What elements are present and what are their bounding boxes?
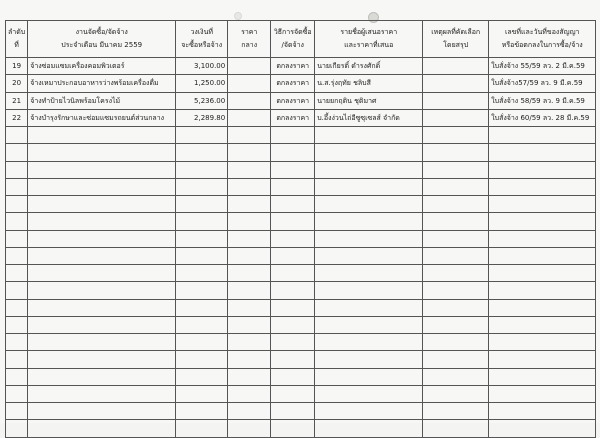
header-no-line: ลำดับ [8, 28, 26, 36]
header-contract-line: หรือข้อตกลงในการซื้อ/จ้าง [501, 41, 583, 49]
empty-table-row [6, 282, 596, 299]
cell-item [28, 403, 176, 420]
empty-table-row [6, 334, 596, 351]
header-vendor [315, 21, 423, 58]
cell-amount: 3,100.00 [176, 58, 228, 75]
header-amount-line: วงเงินที่ [190, 28, 213, 36]
cell-vendor [315, 144, 423, 161]
header-method-line: วิธีการจัดซื้อ [273, 28, 312, 36]
cell-contract [489, 230, 596, 247]
cell-no [6, 385, 28, 402]
cell-item [28, 230, 176, 247]
header-contract-line: เลขที่และวันที่ของสัญญา [504, 28, 580, 36]
cell-amount [176, 420, 228, 437]
cell-no [6, 334, 28, 351]
empty-table-row [6, 127, 596, 144]
empty-table-row [6, 265, 596, 282]
cell-vendor [315, 351, 423, 368]
cell-amount [176, 403, 228, 420]
cell-amount [176, 385, 228, 402]
cell-amount [176, 368, 228, 385]
cell-no [6, 247, 28, 264]
cell-contract [489, 247, 596, 264]
cell-contract [489, 178, 596, 195]
cell-reason [423, 247, 489, 264]
cell-no: 19 [6, 58, 28, 75]
cell-vendor [315, 385, 423, 402]
cell-item: จ้างบำรุงรักษาและซ่อมแซมรถยนต์ส่วนกลาง [28, 109, 176, 126]
cell-no [6, 178, 28, 195]
cell-contract [489, 299, 596, 316]
cell-median [228, 144, 271, 161]
empty-table-row [6, 316, 596, 333]
cell-no [6, 144, 28, 161]
cell-method [271, 420, 315, 437]
cell-contract [489, 420, 596, 437]
cell-vendor [315, 265, 423, 282]
cell-reason [423, 92, 489, 109]
cell-amount [176, 334, 228, 351]
cell-median [228, 127, 271, 144]
cell-contract [489, 213, 596, 230]
cell-method: ตกลงราคา [271, 58, 315, 75]
header-amount-line: จะซื้อหรือจ้าง [181, 41, 223, 49]
header-median [228, 21, 271, 58]
cell-method [271, 385, 315, 402]
empty-table-row [6, 403, 596, 420]
cell-median [228, 230, 271, 247]
table-body [6, 58, 596, 438]
cell-reason [423, 213, 489, 230]
header-method-line: /จัดจ้าง [281, 41, 304, 49]
header-item-line: ประจำเดือน มีนาคม 2559 [61, 41, 143, 49]
cell-reason [423, 368, 489, 385]
cell-median [228, 334, 271, 351]
cell-no [6, 213, 28, 230]
cell-median [228, 420, 271, 437]
cell-contract [489, 265, 596, 282]
cell-vendor [315, 178, 423, 195]
cell-amount [176, 316, 228, 333]
cell-no [6, 127, 28, 144]
cell-no [6, 196, 28, 213]
cell-reason [423, 334, 489, 351]
cell-item [28, 385, 176, 402]
cell-item [28, 299, 176, 316]
cell-contract [489, 385, 596, 402]
cell-item [28, 196, 176, 213]
cell-amount [176, 265, 228, 282]
header-reason-line: โดยสรุป [443, 41, 469, 49]
header-median-line: กลาง [241, 41, 258, 49]
cell-method [271, 213, 315, 230]
empty-table-row [6, 299, 596, 316]
cell-no [6, 420, 28, 437]
cell-contract [489, 161, 596, 178]
cell-method: ตกลงราคา [271, 109, 315, 126]
cell-reason [423, 282, 489, 299]
cell-reason [423, 420, 489, 437]
cell-item [28, 420, 176, 437]
empty-table-row [6, 213, 596, 230]
header-reason-line: เหตุผลที่คัดเลือก [431, 28, 481, 36]
cell-vendor [315, 282, 423, 299]
cell-median [228, 75, 271, 92]
cell-median [228, 196, 271, 213]
cell-no: 21 [6, 92, 28, 109]
cell-median [228, 58, 271, 75]
cell-contract: ใบสั่งจ้าง57/59 ลว. 9 มี.ค.59 [489, 75, 596, 92]
cell-vendor: บ.อึ้งง่วนไถ่อีซูซุเซลส์ จำกัด [315, 109, 423, 126]
cell-item [28, 127, 176, 144]
cell-vendor [315, 196, 423, 213]
cell-contract [489, 196, 596, 213]
cell-contract [489, 403, 596, 420]
cell-median [228, 403, 271, 420]
cell-contract: ใบสั่งจ้าง 60/59 ลว. 28 มี.ค.59 [489, 109, 596, 126]
cell-vendor [315, 316, 423, 333]
cell-amount [176, 247, 228, 264]
cell-item [28, 351, 176, 368]
cell-item: จ้างซ่อมแซมเครื่องคอมพิวเตอร์ [28, 58, 176, 75]
cell-no [6, 161, 28, 178]
cell-amount [176, 299, 228, 316]
header-item [28, 21, 176, 58]
cell-item [28, 213, 176, 230]
cell-no [6, 282, 28, 299]
cell-vendor [315, 230, 423, 247]
cell-item [28, 334, 176, 351]
cell-amount [176, 230, 228, 247]
cell-method [271, 247, 315, 264]
cell-method [271, 196, 315, 213]
cell-item [28, 368, 176, 385]
cell-contract: ใบสั่งจ้าง 58/59 ลว. 9 มี.ค.59 [489, 92, 596, 109]
punch-hole [234, 12, 242, 20]
cell-vendor: นายเกียรติ์ ดำรงศักดิ์ [315, 58, 423, 75]
cell-vendor [315, 403, 423, 420]
cell-no [6, 403, 28, 420]
cell-amount [176, 161, 228, 178]
empty-table-row [6, 178, 596, 195]
cell-amount: 5,236.00 [176, 92, 228, 109]
cell-reason [423, 403, 489, 420]
cell-no [6, 316, 28, 333]
cell-reason [423, 178, 489, 195]
cell-reason [423, 161, 489, 178]
empty-table-row [6, 368, 596, 385]
cell-median [228, 109, 271, 126]
cell-vendor [315, 213, 423, 230]
cell-amount [176, 178, 228, 195]
cell-median [228, 213, 271, 230]
cell-no: 22 [6, 109, 28, 126]
cell-contract [489, 282, 596, 299]
cell-contract [489, 316, 596, 333]
cell-vendor [315, 334, 423, 351]
cell-method [271, 161, 315, 178]
cell-method [271, 299, 315, 316]
cell-method [271, 334, 315, 351]
cell-method [271, 351, 315, 368]
cell-item [28, 161, 176, 178]
cell-no [6, 351, 28, 368]
cell-method: ตกลงราคา [271, 75, 315, 92]
cell-method [271, 282, 315, 299]
cell-contract [489, 144, 596, 161]
cell-contract [489, 368, 596, 385]
cell-method: ตกลงราคา [271, 92, 315, 109]
cell-reason [423, 265, 489, 282]
cell-no [6, 368, 28, 385]
cell-method [271, 178, 315, 195]
cell-reason [423, 144, 489, 161]
header-contract [489, 21, 596, 58]
header-median-line: ราคา [241, 28, 258, 36]
cell-item [28, 282, 176, 299]
cell-item: จ้างทำป้ายไวนิลพร้อมโครงไม้ [28, 92, 176, 109]
cell-median [228, 282, 271, 299]
cell-median [228, 368, 271, 385]
cell-reason [423, 75, 489, 92]
empty-table-row [6, 196, 596, 213]
header-vendor-line: รายชื่อผู้เสนอราคา [340, 28, 398, 36]
header-no-line: ที่ [14, 41, 19, 49]
cell-amount [176, 282, 228, 299]
cell-amount: 1,250.00 [176, 75, 228, 92]
cell-vendor [315, 299, 423, 316]
cell-amount [176, 144, 228, 161]
cell-reason [423, 299, 489, 316]
cell-vendor [315, 420, 423, 437]
empty-table-row [6, 161, 596, 178]
empty-table-row [6, 385, 596, 402]
empty-table-row [6, 351, 596, 368]
cell-method [271, 127, 315, 144]
cell-reason [423, 109, 489, 126]
cell-median [228, 247, 271, 264]
cell-amount [176, 351, 228, 368]
cell-item [28, 247, 176, 264]
cell-item [28, 316, 176, 333]
header-no [6, 21, 28, 58]
header-item-line: งานจัดซื้อ/จัดจ้าง [75, 28, 128, 36]
cell-median [228, 316, 271, 333]
cell-reason [423, 58, 489, 75]
empty-table-row [6, 247, 596, 264]
cell-method [271, 265, 315, 282]
cell-method [271, 230, 315, 247]
cell-median [228, 92, 271, 109]
cell-reason [423, 351, 489, 368]
cell-reason [423, 230, 489, 247]
header-vendor-line: และราคาที่เสนอ [344, 41, 394, 49]
cell-vendor [315, 127, 423, 144]
cell-no [6, 230, 28, 247]
cell-vendor: น.ส.รุ่งฤทัย ชลิบสี [315, 75, 423, 92]
cell-median [228, 299, 271, 316]
empty-table-row [6, 144, 596, 161]
cell-method [271, 144, 315, 161]
cell-amount: 2,289.80 [176, 109, 228, 126]
cell-contract [489, 127, 596, 144]
cell-amount [176, 213, 228, 230]
table-row [6, 92, 596, 109]
cell-reason [423, 385, 489, 402]
cell-reason [423, 127, 489, 144]
table-header-row [6, 21, 596, 58]
cell-method [271, 403, 315, 420]
cell-item: จ้างเหมาประกอบอาหารว่างพร้อมเครื่องดื่ม [28, 75, 176, 92]
header-reason [423, 21, 489, 58]
cell-reason [423, 196, 489, 213]
cell-vendor [315, 161, 423, 178]
empty-table-row [6, 420, 596, 437]
cell-median [228, 161, 271, 178]
procurement-table [5, 20, 596, 438]
table-row [6, 109, 596, 126]
cell-contract: ใบสั่งจ้าง 55/59 ลว. 2 มี.ค.59 [489, 58, 596, 75]
cell-amount [176, 196, 228, 213]
empty-table-row [6, 230, 596, 247]
cell-no: 20 [6, 75, 28, 92]
cell-method [271, 368, 315, 385]
cell-contract [489, 334, 596, 351]
header-amount [176, 21, 228, 58]
cell-median [228, 351, 271, 368]
cell-reason [423, 316, 489, 333]
table-row [6, 58, 596, 75]
cell-item [28, 178, 176, 195]
cell-method [271, 316, 315, 333]
header-method [271, 21, 315, 58]
table-row [6, 75, 596, 92]
cell-vendor [315, 368, 423, 385]
cell-median [228, 178, 271, 195]
cell-median [228, 385, 271, 402]
cell-amount [176, 127, 228, 144]
cell-no [6, 299, 28, 316]
cell-vendor [315, 247, 423, 264]
cell-median [228, 265, 271, 282]
cell-item [28, 144, 176, 161]
cell-item [28, 265, 176, 282]
cell-vendor: นายยกฤติน ชุติมาศ [315, 92, 423, 109]
cell-contract [489, 351, 596, 368]
cell-no [6, 265, 28, 282]
